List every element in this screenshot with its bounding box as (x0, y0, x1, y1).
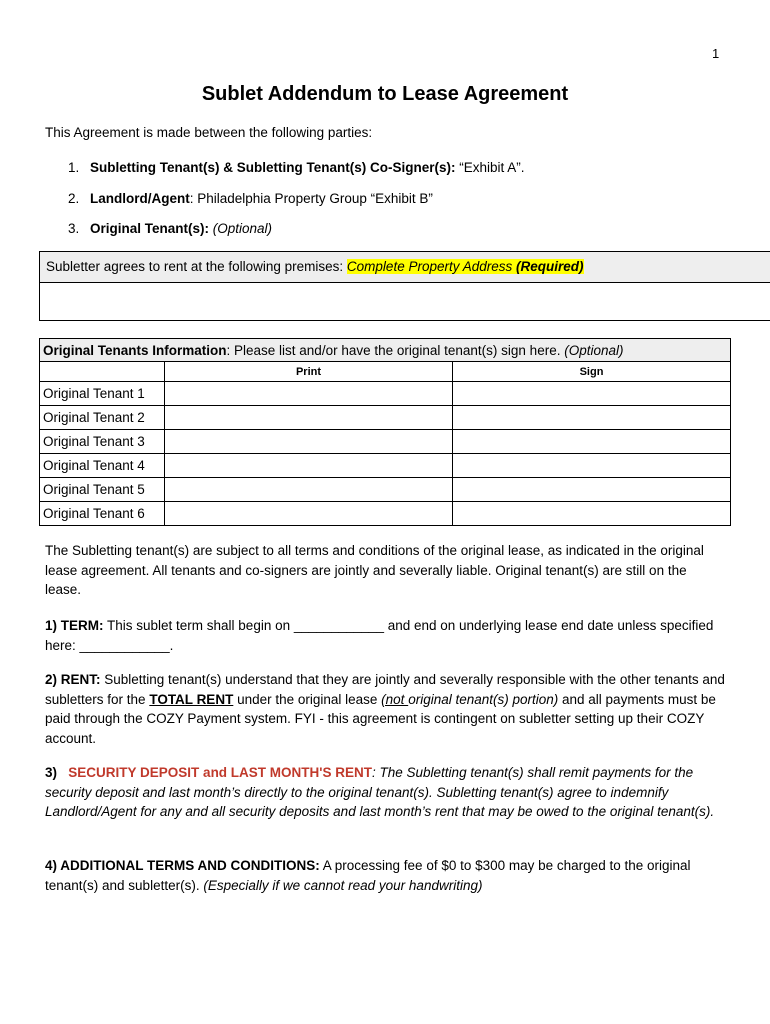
party-number: 3. (68, 221, 80, 236)
print-cell[interactable] (165, 454, 453, 478)
table-row (40, 478, 731, 502)
party-item-2 (68, 191, 433, 206)
print-cell[interactable] (165, 406, 453, 430)
print-cell[interactable] (165, 430, 453, 454)
party-text: : Philadelphia Property Group “Exhibit B” (189, 191, 433, 206)
intro-text: This Agreement is made between the following parties: (45, 125, 373, 140)
sign-cell[interactable] (453, 502, 731, 526)
party-item-3 (68, 221, 272, 236)
premises-label: Subletter agrees to rent at the following premises: (46, 259, 347, 274)
party-label: Original Tenant(s): (90, 221, 210, 236)
column-header-row (40, 362, 731, 382)
table-row (40, 430, 731, 454)
terms-intro-paragraph: The Subletting tenant(s) are subject to all terms and conditions of the original lease, as indicated in the original lease agreement. All tenants and co-signers are jointly and severally liable. Original tenant(s) are still on the lease. (45, 543, 704, 597)
tenant-label: Original Tenant 3 (40, 430, 165, 454)
security-text: : The Subletting tenant(s) shall remit payments for the security deposit and last month’s directly to the original tenant(s). Subletting tenant(s) agree to indemnify Landlord/Agent for any and all security deposits and last month’s rent that may be owed to the original tenant(s). (45, 765, 715, 819)
tenant-label: Original Tenant 2 (40, 406, 165, 430)
rent-label: 2) RENT: (45, 672, 101, 687)
table-header (40, 339, 731, 362)
print-cell[interactable] (165, 502, 453, 526)
sign-cell[interactable] (453, 406, 731, 430)
tenant-label: Original Tenant 5 (40, 478, 165, 502)
term-text: This sublet term shall begin on ____________ and end on underlying lease end date unless specified here: ____________. (45, 618, 714, 653)
party-label: Subletting Tenant(s) & Subletting Tenant(s) Co-Signer(s): (90, 160, 456, 175)
column-header-print: Print (165, 362, 453, 382)
table-row (40, 406, 731, 430)
term-paragraph (45, 616, 725, 655)
additional-text: A processing fee of $0 to $300 may be charged to the original tenant(s) and subletter(s). (45, 858, 691, 893)
premises-highlight: Complete Property Address (346, 259, 516, 274)
page-number: 1 (712, 46, 720, 61)
additional-terms-paragraph (45, 856, 725, 895)
sign-cell[interactable] (453, 478, 731, 502)
tenant-label: Original Tenant 6 (40, 502, 165, 526)
party-label: Landlord/Agent (90, 191, 190, 206)
rent-text-2: under the original lease (233, 691, 382, 707)
table-header-text: : Please list and/or have the original tenant(s) sign here. (226, 342, 565, 358)
tenant-label: Original Tenant 4 (40, 454, 165, 478)
party-text: (Optional) (209, 221, 273, 236)
table-header-bold: Original Tenants Information (43, 342, 227, 358)
sign-cell[interactable] (453, 430, 731, 454)
rent-paragraph (45, 670, 725, 748)
sign-cell[interactable] (453, 382, 731, 406)
tenant-label: Original Tenant 1 (40, 382, 165, 406)
premises-address-field[interactable] (40, 283, 770, 319)
rent-text-1: Subletting tenant(s) understand that they are jointly and severally responsible with the other tenants and subletters for the (45, 672, 725, 707)
security-paragraph (45, 763, 725, 822)
security-number: 3) (45, 765, 58, 780)
rent-text-4: and all payments must be paid through the COZY Payment system. FYI - this agreement is contingent on subletter setting up their COZY account. (45, 691, 716, 746)
premises-header (40, 252, 770, 283)
table-header-optional: (Optional) (564, 342, 624, 358)
sign-cell[interactable] (453, 454, 731, 478)
document-title: Sublet Addendum to Lease Agreement (201, 83, 569, 105)
party-number: 2. (68, 191, 80, 206)
rent-text-3: original tenant(s) portion) (408, 691, 559, 707)
premises-required: (Required) (516, 259, 584, 274)
column-header-blank (40, 362, 165, 382)
print-cell[interactable] (165, 382, 453, 406)
additional-label: 4) ADDITIONAL TERMS AND CONDITIONS: (45, 858, 320, 873)
total-rent-text: TOTAL RENT (149, 691, 234, 707)
table-row (40, 382, 731, 406)
party-number: 1. (68, 160, 80, 175)
security-label: SECURITY DEPOSIT and LAST MONTH'S RENT (68, 765, 373, 780)
original-tenants-table (39, 338, 731, 526)
table-header-row (40, 339, 731, 362)
table-row (40, 502, 731, 526)
additional-note: (Especially if we cannot read your handwriting) (203, 877, 483, 893)
table-row (40, 454, 731, 478)
term-label: 1) TERM: (45, 618, 104, 633)
party-text: “Exhibit A”. (455, 160, 525, 175)
premises-box (39, 251, 770, 321)
rent-not-text: (not (381, 691, 409, 707)
print-cell[interactable] (165, 478, 453, 502)
column-header-sign: Sign (453, 362, 731, 382)
party-item-1 (68, 160, 525, 175)
